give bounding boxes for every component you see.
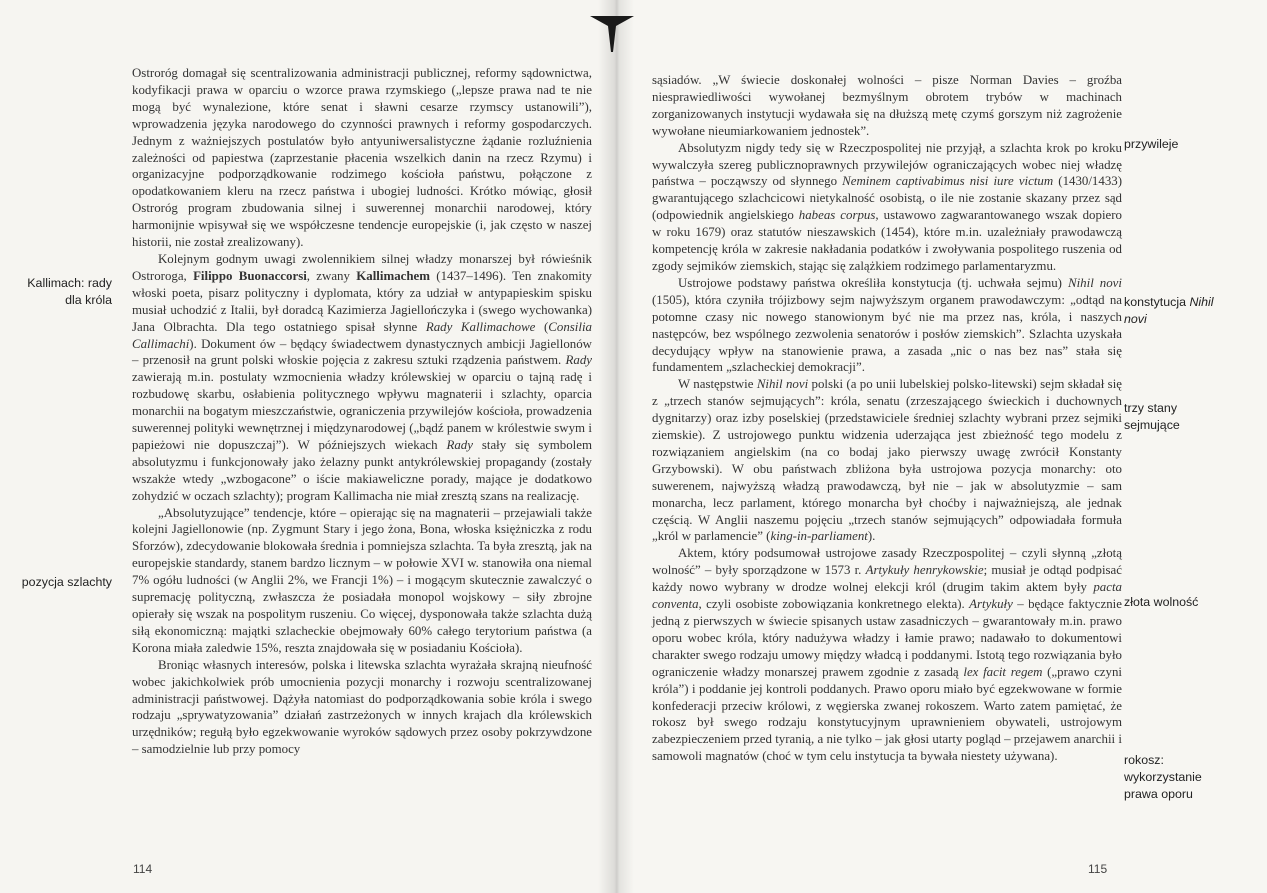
margin-note-rokosz-2: wykorzystanie <box>1124 770 1202 784</box>
left-p2-alias: Kallimachem <box>356 268 430 283</box>
right-p5-b: ; musiał je odtąd podpisać każdy nowo wybrany w drodze wolnej elekcji król (drugim takim aktem były <box>652 563 1122 595</box>
right-p5-lex: lex facit regem <box>963 664 1043 679</box>
left-p2-rady: Rady Kallimachowe <box>425 319 536 334</box>
right-p5-d: – będące faktycznie jedną z pierwszych w świecie spisanych ustaw zasadniczych – gwarantowały m.in. prawo oporu wobec króla, który nadużywa władzy i łamie prawo; nadawało to dokumentowi charakter swego rodzaju umowy między władcą i poddanymi. Istotą tego rozwiązania było ograniczenie władzy monarszej prawem zgodnie z zasadą <box>652 597 1122 679</box>
left-p2-f: zawierają m.in. postulaty wzmocnienia władzy królewskiej w oparciu o tajną radę i rozbudowę skarbu, osłabienia politycznego wpływu magnaterii i szlachty, oparcia monarchii na bogatym mieszczaństwie, ograniczenia przywilejów kościoła, prowadzenia suwerennej polityki wewnętrznej i międzynarodowej („bądź panem w królestwie swym i papieżowi nie dopuszczaj”). W późniejszych wiekach <box>132 370 592 452</box>
left-page-number: 114 <box>133 862 153 876</box>
right-page-number: 115 <box>1088 862 1108 876</box>
margin-note-trzy-stany-2: sejmujące <box>1124 418 1180 432</box>
book-gutter <box>598 0 634 893</box>
right-p5-art2: Artykuły <box>969 597 1013 612</box>
right-p5-pacta: pacta conventa <box>652 580 1122 612</box>
left-paragraph-1: Ostroróg domagał się scentralizowania administracji publicznej, reformy sądownictwa, kodyfikacji prawa w oparciu o wzorce prawa rzymskiego („lepsze prawa nad te nie mogą być wynalezione, które senat i sławni cesarze rzymscy ustanowili”), wprowadzenia języka narodowego do czynności prawnych i reformy gospodarczych. Jednym z ważniejszych postulatów było antyuniwersalistyczne żądanie rozluźnienia zależności od papiestwa (zaprzestanie płacenia wszelkich danin na rzecz Rzymu) i organizacyjne podporządkowanie rodzimego kościoła państwu, połączone z opodatkowaniem kleru na rzecz państwa i ubogiej ludności. Krótko mówiąc, głosił Ostroróg program zbudowania silnej i suwerennej monarchii narodowej, który harmonijnie wpisywał się we współczesne tendencje europejskie (i, jak często w naszej historii, nie został zrealizowany). <box>132 66 592 250</box>
left-p2-rady2: Rady <box>565 353 592 368</box>
margin-note-trzy-stany <box>1124 400 1264 434</box>
left-p2-consilia: Consilia Callimachi <box>132 319 592 351</box>
right-p5-e: („prawo czyni króla”) i poddanie jej kontroli poddanych. Prawo oporu miało być egzekwowane w formie konfederacji przeciw królowi, z węgierska zwanej rokoszem. Warto zatem pamiętać, że rokosz był swego rodzaju konstytucyjnym uprawnieniem obywateli, ustrojowym zabezpieczeniem przed tyranią, a nie tylko – jak głosi utarty pogląd – przejawem anarchii i samowoli magnatów (choć w tym celu instytucja ta bywała niestety używana). <box>652 664 1122 764</box>
left-p2-a: Kolejnym godnym uwagi zwolennikiem silnej władzy monarszej był rówieśnik Ostroroga, <box>132 251 592 283</box>
right-p4-c: ). <box>867 529 876 544</box>
right-p3-a: Ustrojowe podstawy państwa określiła konstytucja (tj. uchwała sejmu) <box>678 275 1068 290</box>
right-p3-nihil: Nihil novi <box>1067 275 1122 290</box>
margin-note-rokosz-3: prawa oporu <box>1124 787 1193 801</box>
right-p2-b: (1430/1433) gwarantującego szlachcicowi nietykalność osobistą, o ile nie zostanie skazany przez sąd (odpowiednik angielskiego <box>652 174 1123 223</box>
right-paragraph-1: sąsiadów. „W świecie doskonałej wolności – pisze Norman Davies – groźba niesprawiedliwości wywołanej bezmyślnym obrotem trybów w machinach zorganizowanych instytucji wydawała się na dłuższą metę czymś gorszym niż zagrożenie wywołane nieumiarkowaniem jednostek”. <box>652 73 1122 138</box>
right-p4-a: W następstwie <box>678 377 757 392</box>
right-paragraph-4 <box>652 376 1122 545</box>
left-p2-rady3: Rady <box>446 437 473 452</box>
margin-note-rokosz <box>1124 752 1264 803</box>
left-p2-b: , zwany <box>306 268 357 283</box>
left-p2-name: Filippo Buonaccorsi <box>193 268 307 283</box>
right-p4-king: king-in-parliament <box>770 529 868 544</box>
margin-note-kallimach-line2: dla króla <box>65 293 112 307</box>
left-paragraph-2 <box>132 251 592 505</box>
margin-note-trzy-stany-1: trzy stany <box>1124 401 1178 415</box>
margin-note-kallimach <box>20 275 112 309</box>
right-paragraph-5 <box>652 545 1122 765</box>
right-p2-a: Absolutyzm nigdy tedy się w Rzeczpospolitej nie przyjął, a szlachta krok po kroku wywalczyła szereg publicznoprawnych przywilejów ograniczających wobec niej władzę państwa – począwszy od słynnego <box>652 140 1122 189</box>
margin-note-konstytucja-b: Nihil <box>1189 295 1214 309</box>
right-p3-b: (1505), która czyniła trójizbowy sejm najwyższym organem prawodawczym: „odtąd na potomne czasy nic nowego stanowionym być nie ma przez nas, króla, i naszych następców, bez wspólnego zezwolenia senatorów i posłów ziemskich”. Szlachta uzyskała decydujący wpływ na stanowienie prawa, a zasada „nic o nas bez nas” stała się fundamentem „szlacheckiej demokracji”. <box>652 292 1122 375</box>
margin-note-przywileje <box>1124 136 1264 153</box>
margin-note-zlota-wolnosc <box>1124 594 1264 611</box>
margin-note-zlota-text: złota wolność <box>1124 595 1199 609</box>
margin-note-pozycja-text: pozycja szlachty <box>21 575 112 589</box>
right-paragraph-3 <box>652 275 1122 376</box>
margin-note-rokosz-1: rokosz: <box>1124 753 1164 767</box>
left-p2-d: ( <box>535 319 549 334</box>
left-p2-g: stały się symbolem absolutyzmu i funkcjonowały jako żelazny punkt antykrólewskiej propagandy (zostały wszakże wtedy „wzbogacone” o iście makiaweliczne porady, mające je dodatkowo zohydzić w oczach szlachty); program Kallimacha nie miał zresztą szans na realizację. <box>132 437 592 503</box>
right-paragraph-2 <box>652 140 1122 275</box>
left-p2-c: (1437–1496). Ten znakomity włoski poeta, pisarz polityczny i dyplomata, który za udział w antypapieskim spisku musiał uchodzić z Italii, był doradcą Kazimierza Jagiellończyka i (swego wychowanka) Jana Olbrachta. Dla tego ostatniego spisał słynne <box>132 268 592 334</box>
bookmark-ribbon-icon <box>590 14 634 54</box>
margin-note-konstytucja <box>1124 294 1264 328</box>
right-p4-b: polski (a po unii lubelskiej polsko-litewski) sejm składał się z „trzech stanów sejmujących”: króla, senatu (zrzeszającego świeckich i duchownych dygnitarzy) oraz izby poselskiej (przedstawiciele średniej szlachty wybrani przez sejmiki ziemskie). Z ustrojowego punktu widzenia uderzająca jest zbieżność tego modelu z rozwiązaniem angielskim (na co bodaj jako pierwszy uwagę zwrócił Konstanty Grzybowski). W obu państwach zbliżona była ustrojowa pozycja monarchy: oto suwerenem, najwyższą władzą prawodawczą, był nie – jak w absolutyzmie – sam monarcha, lecz parlament, którego monarcha był choćby i najważniejszą, ale jednak częścią. W Anglii naszemu pojęciu „trzech stanów sejmujących” odpowiadała formuła „król w parlamencie” ( <box>652 377 1122 544</box>
right-p2-neminem: Neminem captivabimus nisi iure victum <box>842 174 1054 189</box>
left-page-body <box>132 65 592 758</box>
right-p4-nihil: Nihil novi <box>756 377 809 392</box>
margin-note-kallimach-line1: Kallimach: rady <box>27 276 112 290</box>
right-p5-art: Artykuły henrykowskie <box>865 563 984 578</box>
margin-note-przywileje-text: przywileje <box>1124 137 1179 151</box>
margin-note-konstytucja-a: konstytucja <box>1124 295 1190 309</box>
margin-note-pozycja-szlachty <box>4 574 112 591</box>
left-p2-e: ). Dokument ów – będący świadectwem dynastycznych ambicji Jagiellonów – przenosił na grunt polski włoskie pojęcia z zakresu sztuki rządzenia państwem. <box>132 336 592 368</box>
right-p2-c: , ustawowo zagwarantowanego wszak dopiero w roku 1679) oraz statutów nieszawskich (1454), które m.in. uzależniały prawodawczą kompetencję króla w zakresie nakładania podatków i zwoływania pospolitego ruszenia od zgody sejmików ziemskich, stając się zalążkiem rodzimego parlamentaryzmu. <box>652 208 1122 273</box>
margin-note-konstytucja-c: novi <box>1124 312 1147 326</box>
left-paragraph-3: „Absolutyzujące” tendencje, które – opierając się na magnaterii – przejawiali także kolejni Jagiellonowie (np. Zygmunt Stary i jego żona, Bona, włoska księżniczka z rodu Sforzów), zdecydowanie blokowała średnia i pomniejsza szlachta. Ta była zresztą, jak na europejskie standardy, stanem bardzo licznym – w połowie XVI w. stanowiła ona niemal 7% ogółu ludności (w Anglii 2%, we Francji 1%) – i mogącym skutecznie zawalczyć o supremację polityczną, zwłaszcza że posiadała monopol wojskowy – siły zbrojne opierały się wszak na pospolitym ruszeniu. Co więcej, dysponowała także szlachta dużą siłą ekonomiczną: majątki szlacheckie obejmowały 60% całego terytorium państwa (a Korona miała zaledwie 15%, reszta znajdowała się w posiadaniu Kościoła). <box>132 505 592 655</box>
left-paragraph-4: Broniąc własnych interesów, polska i litewska szlachta wyrażała skrajną nieufność wobec jakichkolwiek prób umocnienia pozycji monarchy i rozwoju scentralizowanej administracji państwowej. Dążyła natomiast do podporządkowania sobie króla i swego rodzaju „sprywatyzowania” działań zastrzeżonych w innych krajach dla królewskich urzędników; regułą było egzekwowanie wyroków sądowych przez osoby pokrzywdzone – samodzielnie lub przy pomocy <box>132 657 592 757</box>
right-p5-c: , czyli osobiste zobowiązania konkretnego elekta). <box>698 597 970 612</box>
right-p5-a: Aktem, który podsumował ustrojowe zasady Rzeczpospolitej – czyli słynną „złotą wolność” – były sporządzone w 1573 r. <box>652 546 1122 578</box>
right-page-body <box>652 72 1122 765</box>
right-p2-habeas: habeas corpus <box>798 208 876 223</box>
